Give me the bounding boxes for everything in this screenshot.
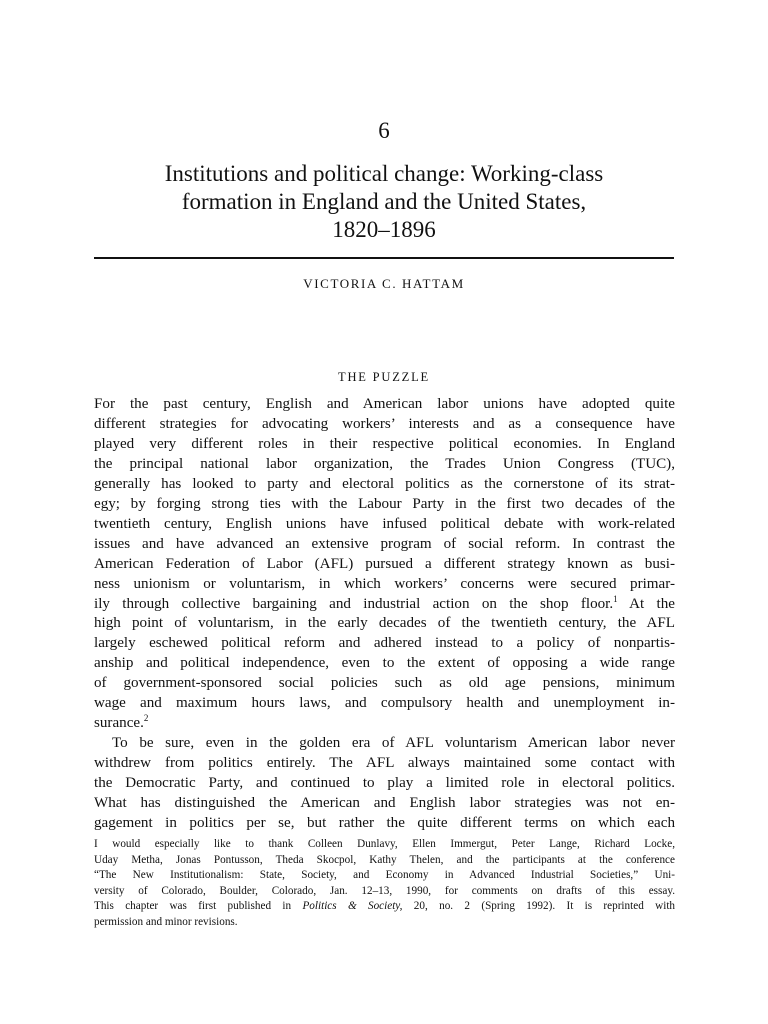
- footnote-line-text: 20, no. 2 (Spring 1992). It is reprinted with: [402, 900, 676, 913]
- body-line: largely eschewed political reform and adhered instead to a policy of nonpartis-: [94, 635, 675, 652]
- body-text: [94, 395, 675, 834]
- body-line: ness unionism or voluntarism, in which workers’ concerns were secured primar-: [94, 575, 675, 592]
- chapter-number: 6: [378, 118, 390, 143]
- acknowledgment-footnote: [94, 837, 675, 931]
- body-line: different strategies for advocating workers’ interests and as a consequence have: [94, 415, 675, 432]
- body-line-text: surance.: [94, 715, 144, 732]
- chapter-title-line: 1820–1896: [332, 217, 436, 242]
- body-line: of government-sponsored social policies such as old age pensions, minimum: [94, 675, 675, 692]
- title-divider: [94, 257, 674, 259]
- footnote-line: I would especially like to thank Colleen Dunlavy, Ellen Immergut, Peter Lange, Richard Locke,: [94, 838, 675, 850]
- body-line-text: ily through collective bargaining and industrial action on the shop floor.: [94, 595, 614, 612]
- body-line-text: At the: [617, 595, 675, 612]
- body-line: gagement in politics per se, but rather the quite different terms on which each: [94, 815, 675, 832]
- body-line: the principal national labor organization, the Trades Union Congress (TUC),: [94, 455, 675, 472]
- body-line: the Democratic Party, and continued to play a limited role in electoral politics.: [94, 775, 675, 792]
- chapter-title-line: formation in England and the United States,: [181, 189, 587, 214]
- body-line: egy; by forging strong ties with the Labour Party in the first two decades of the: [94, 495, 675, 512]
- footnote-line: permission and minor revisions.: [94, 915, 238, 928]
- chapter-title-line: Institutions and political change: Working-class: [164, 161, 604, 186]
- footnote-line: versity of Colorado, Boulder, Colorado, Jan. 12–13, 1990, for comments on drafts of this essay.: [94, 884, 675, 897]
- body-line: issues and have advanced an extensive program of social reform. In contrast the: [94, 535, 675, 552]
- footnote-line: “The New Institutionalism: State, Society, and Economy in Advanced Industrial Societies,” Uni-: [94, 869, 675, 882]
- body-line: twentieth century, English unions have infused political debate with work-related: [94, 515, 675, 532]
- journal-title: Politics & Society,: [302, 900, 403, 913]
- body-line: To be sure, even in the golden era of AFL voluntarism American labor never: [112, 735, 675, 752]
- body-line: high point of voluntarism, in the early decades of the twentieth century, the AFL: [94, 615, 675, 632]
- body-line: withdrew from politics entirely. The AFL always maintained some contact with: [94, 755, 675, 772]
- footnote-marker: 1: [613, 593, 618, 604]
- body-line: generally has looked to party and electoral politics as the cornerstone of its strat-: [94, 475, 675, 492]
- body-line: For the past century, English and American labor unions have adopted quite: [94, 396, 675, 412]
- body-line: American Federation of Labor (AFL) pursued a different strategy known as busi-: [94, 555, 675, 572]
- footnote-marker: 2: [143, 713, 149, 724]
- footnote-line: Uday Metha, Jonas Pontusson, Theda Skocpol, Kathy Thelen, and the participants at the conference: [94, 853, 675, 866]
- body-line: [94, 595, 675, 615]
- body-line: played very different roles in their respective political economies. In England: [94, 435, 675, 452]
- body-line: anship and political independence, even to the extent of opposing a wide range: [94, 655, 675, 672]
- footnote-line: [94, 899, 675, 915]
- section-heading: THE PUZZLE: [338, 370, 430, 384]
- chapter-title: [120, 160, 648, 244]
- author-name: VICTORIA C. HATTAM: [303, 276, 465, 291]
- footnote-line-text: This chapter was first published in: [94, 900, 292, 913]
- body-line: What has distinguished the American and English labor strategies was not en-: [94, 795, 675, 812]
- body-line: wage and maximum hours laws, and compulsory health and unemployment in-: [94, 695, 675, 712]
- body-line: [94, 714, 675, 734]
